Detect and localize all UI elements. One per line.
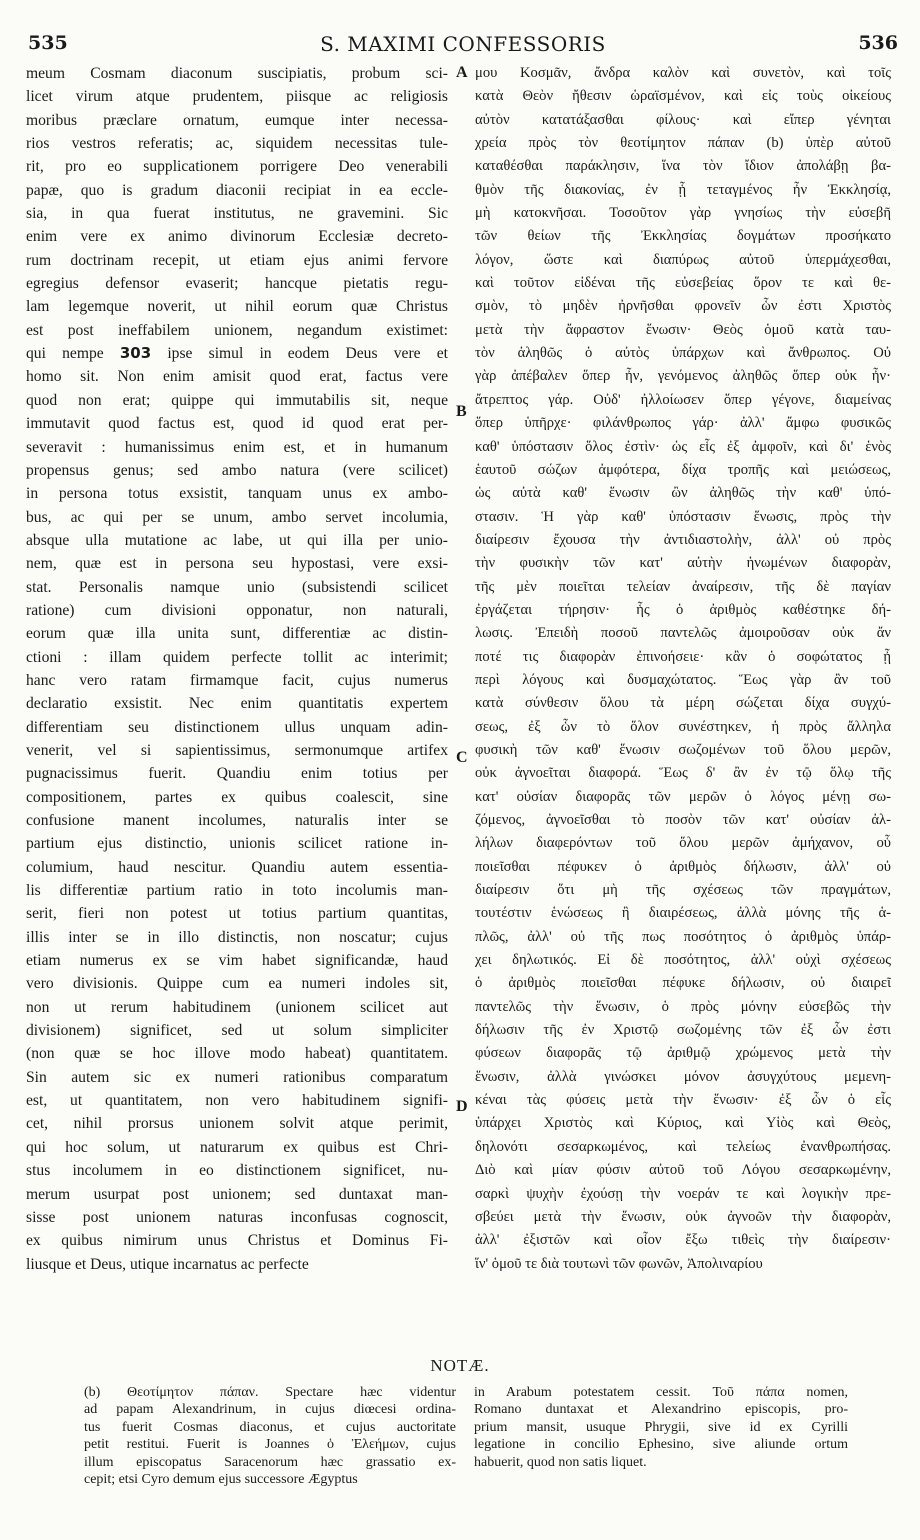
greek-text-line: στασιν. Ἡ γὰρ καθ' ὑπόστασιν ἕνωσις, πρὸς τὴν <box>475 508 891 525</box>
greek-text-line: ἵν' ὁμοῦ τε διὰ τουτωνὶ τῶν φωνῶν, Ἀπολιναρίου <box>475 1255 763 1272</box>
note-text-line: habuerit, quod non satis liquet. <box>474 1454 647 1470</box>
latin-text-line: egregius defensor evaserit; hancque pietatis regu- <box>26 275 448 293</box>
latin-text-line: rum doctrinam recepit, ut etiam ejus animi fervore <box>26 251 448 269</box>
latin-text-line: rios vestros referatis; ac, siquidem necessitas tule- <box>26 135 448 153</box>
latin-text-line: licet virum atque prudentem, piisque ac religiosis <box>26 88 448 106</box>
greek-text-line: μου Κοσμᾶν, ἄνδρα καλὸν καὶ συνετὸν, καὶ τοῖς <box>475 65 891 81</box>
latin-text-line: vero divisionis. Quippe cum ea numeri indoles sit, <box>26 975 448 993</box>
greek-text-line: αὐτὸν κατατάξασθαι φίλους· καὶ εἴπερ γένηται <box>475 111 891 128</box>
greek-text-line: ὡς αὐτὰ καθ' ἕνωσιν ὢν ἀληθῶς τὴν καθ' ὑπό- <box>475 485 891 502</box>
margin-marker-b: B <box>456 403 467 420</box>
latin-text-line: rit, pro eo supplicationem porrigere Deo venerabili <box>26 158 448 176</box>
page-header <box>28 32 898 60</box>
notes-title: NOTÆ. <box>430 1356 490 1375</box>
latin-text-line: homo sit. Non enim amisit quod erat, factus vere <box>26 368 448 386</box>
running-title: S. MAXIMI CONFESSORIS <box>320 32 606 56</box>
greek-text-line: πλῶς, ἀλλ' οὐ τῆς πως ποσότητος ὁ ἀριθμὸς ὑπάρ- <box>475 928 891 945</box>
greek-text-line: σαρκὶ ψυχὴν ἐχούσῃ τὴν νοεράν τε καὶ λογικὴν πρε- <box>475 1185 891 1202</box>
latin-text-line: eorum quæ illa unita sunt, differentiæ ac distin- <box>26 625 448 643</box>
greek-text-line: διαίρεσιν ἔχουσα τὴν ἀντιδιαστολὴν, ἀλλ' οὐ πρὸς <box>475 531 891 548</box>
latin-text-line: cet, nihil prorsus unionem solvit atque perimit, <box>26 1115 448 1133</box>
greek-text-line: διαίρεσιν ὅτι μὴ τῆς σχέσεως τῶν πραγμάτων, <box>475 882 891 899</box>
latin-text-line: merum usurpat post unionem; sed duntaxat man- <box>26 1185 448 1203</box>
latin-text-line: (non quæ se hoc illove modo habeat) quantitatem. <box>26 1045 448 1063</box>
note-text-line: in Arabum potestatem cessit. Τοῦ πάπα nomen, <box>474 1385 848 1400</box>
greek-text-line: σμὸν, τὸ μηδὲν ἠρνῆσθαι φρονεῖν ὧν ἐστι Χριστὸς <box>475 298 891 315</box>
greek-text-line: καθ' ὑπόστασιν ὅλος ἐστὶν· ὡς εἷς ἐξ ἀμφοῖν, καὶ δι' ἑνὸς <box>475 438 891 455</box>
margin-marker-a: A <box>456 64 468 81</box>
latin-text-line: severavit : humanissimus enim est, et in humanum <box>26 438 448 456</box>
note-text-line: illum episcopatus Saracenorum hæc grassatio ex- <box>84 1454 456 1470</box>
greek-text-line: ποτέ τις διαφορὰν ἐπινοήσειε· κἂν ὁ σοφώτατος ᾖ <box>475 648 891 665</box>
greek-text-line: κατὰ Θεὸν ἤθεσιν ὡραϊσμένον, καὶ εἰς τοὺς οἰκείους <box>475 88 891 105</box>
greek-text-line: λήλων διαφερόντων τοῦ ὅλου μερῶν ἀμήχανον, οὗ <box>475 835 891 852</box>
margin-marker-d: D <box>456 1098 468 1115</box>
latin-text-line: pugnacissimus fuerit. Quandiu enim totius per <box>26 765 448 783</box>
greek-text-line: σβεύει μετὰ τὴν ἕνωσιν, οὐκ ἀγνοῶν τὴν διαφορὰν, <box>475 1208 891 1225</box>
margin-marker-c: C <box>456 749 468 766</box>
latin-text-line: absque ulla mutatione ac labe, ut qui illa per unio- <box>26 531 448 549</box>
greek-text-line: κατὰ σύνθεσιν ὅλου τὰ μέρη σώζεται δίχα συγχύ- <box>475 695 891 712</box>
latin-text-line: quod non erat; quippe qui immutabilis sit, neque <box>26 391 448 409</box>
latin-text-line: bus, ac qui per se unum, ambo servet incolumia, <box>26 508 448 526</box>
greek-text-line: ἑαυτοῦ σώζων ἀμφότερα, δίχα τροπῆς καὶ μειώσεως, <box>475 461 891 478</box>
latin-text-line: non ut rerum habitudinem (unionem scilicet aut <box>26 998 448 1016</box>
latin-text-line: qui nempe 303 ipse simul in eodem Deus vere et <box>26 344 448 363</box>
latin-text-line: papæ, quo is gradum diaconii recipiat in ea eccle- <box>26 181 448 199</box>
greek-text-line: καὶ τοῦτον εἰδέναι τῆς εὐσεβείας ὅρον τε καὶ θε- <box>475 275 891 292</box>
migne-column-number: 303 <box>119 344 152 363</box>
latin-text-line: divisionem) significet, sed ut solum simpliciter <box>26 1022 448 1040</box>
latin-text-line: enim vere ex animo divinorum Ecclesiæ decreto- <box>26 228 448 246</box>
greek-text-line: σεως, ἐξ ὧν τὸ ὅλον συνέστηκεν, ἡ πρὸς ἄλληλα <box>475 718 891 735</box>
latin-text-line: sisse post unionem naturas inconfusas cognoscit, <box>26 1208 448 1226</box>
latin-text-line: differentiam seu distinctionem ullus unquam adin- <box>26 718 448 736</box>
greek-text-line: ὑπάρχει Χριστὸς καὶ Κύριος, καὶ Υἱὸς καὶ Θεὸς, <box>475 1115 891 1132</box>
right-page-number: 536 <box>858 32 898 54</box>
greek-text-line: τὸν ἀληθῶς ὁ αὐτὸς ὑπάρχων καὶ ἄνθρωπος. Οὐ <box>475 345 891 362</box>
latin-text-line: nem, quæ est in persona seu hypostasi, vere exsi- <box>26 555 448 573</box>
latin-text-line: etiam numerus ex se vim habet significandæ, haud <box>26 952 448 970</box>
note-text-line: Romano duntaxat et Alexandrino episcopis, pro- <box>474 1402 848 1418</box>
greek-text-line: κατ' οὐσίαν διαφορᾶς τῶν μερῶν ὁ λόγος μένῃ σω- <box>475 788 891 805</box>
latin-text-line: compositionem, partes ex quibus coalescit, sine <box>26 788 448 806</box>
greek-text-line: τουτέστιν ἑνώσεως ἢ διαιρέσεως, ἀλλὰ μόνης τῆς ἁ- <box>475 905 891 922</box>
latin-text-line: ex quibus nimirum unus Christus et Dominus Fi- <box>26 1232 448 1250</box>
greek-text-line: γὰρ ἀπέβαλεν ὅπερ ἦν, γενόμενος ἀληθῶς ὅπερ οὐκ ἦν· <box>475 368 891 385</box>
notes-right-column <box>474 1384 848 1524</box>
greek-text-line: χει δηλωτικός. Εἰ δὲ ποσότητος, ἀλλ' οὐχὶ σχέσεως <box>475 952 891 969</box>
greek-text-line: φυσικὴ τῶν καθ' ἕνωσιν σωζομένων τοῦ ὅλου μερῶν, <box>475 741 891 758</box>
greek-text-line: δηλονότι σεσαρκωμένος, καὶ τελείως ἐνανθρωπήσας. <box>475 1138 891 1155</box>
latin-text-line: propensus genus; sed ambo natura (vere scilicet) <box>26 461 448 479</box>
greek-text-line: τὴν φυσικὴν τῶν κατ' αὐτὴν ἡνωμένων διαφορὰν, <box>475 555 891 572</box>
latin-text-line: serit, fieri non potest ut totius partium quantitas, <box>26 905 448 923</box>
latin-text-line: hanc vero ratam firmamque facit, cujus numerus <box>26 671 448 689</box>
greek-text-line: Διὸ καὶ μίαν φύσιν αὐτοῦ τοῦ Λόγου σεσαρκωμένην, <box>475 1162 891 1179</box>
latin-text-line: est, ut quantitatem, non vero habitudinem signifi- <box>26 1092 448 1110</box>
notes-left-column <box>84 1384 456 1524</box>
greek-text-line: οὐκ ἀγνοεῖται διαφορά. Ἕως δ' ἂν ἐν τῷ ὅλῳ τῆς <box>475 765 891 782</box>
greek-text-line: χρεία πρὸς τὸν θεοτίμητον πάπαν (b) ὑπὲρ αὐτοῦ <box>475 135 891 152</box>
latin-text-line: liusque et Deus, utique incarnatus ac perfecte <box>26 1255 309 1273</box>
note-text-line: (b) Θεοτίμητον πάπαν. Spectare hæc videntur <box>84 1385 456 1400</box>
greek-text-line: ὅπερ ὑπῆρχε· φιλάνθρωπος γάρ· ἀλλ' ἄμφω φυσικῶς <box>475 415 891 432</box>
latin-text-line: ctioni : illam quidem perfecte tollit ac interimit; <box>26 648 448 666</box>
latin-text-line: ratione) cum divisioni opponatur, non naturali, <box>26 601 448 619</box>
greek-text-line: μετὰ τὴν ἄφραστον ἕνωσιν· Θεὸς ὁμοῦ κατὰ ταυ- <box>475 321 891 338</box>
greek-text-line: ποιεῖσθαι πέφυκεν ὁ ἀριθμὸς δήλωσιν, ἀλλ' οὐ <box>475 858 891 875</box>
latin-text-line: lam legemque noverit, ut nihil eorum quæ Christus <box>26 298 448 316</box>
greek-text-line: δήλωσιν τῆς ἐν Χριστῷ σωζομένης τῶν ἐξ ὧν ἐστι <box>475 1022 891 1039</box>
greek-text-line: ὁ ἀριθμὸς ποιεῖσθαι πέφυκε δήλωσιν, οὐ διαιρεῖ <box>475 975 891 992</box>
greek-text-line: λωσις. Ἐπειδὴ ποσοῦ παντελῶς ἀμοιροῦσαν οὐκ ἄν <box>475 625 891 642</box>
latin-text-line: declaratio exsistit. Nec enim quantitatis expertem <box>26 695 448 713</box>
latin-text-line: partium ejus distinctio, unionis scilicet ratione in- <box>26 835 448 853</box>
latin-text-line: illis inter se in illo distinctis, non noscatur; cujus <box>26 928 448 946</box>
greek-text-line: μὴ κατοκνῆσαι. Τοσοῦτον γὰρ γνησίως τὴν εὐσεβῆ <box>475 205 891 222</box>
greek-text-line: κέναι τὰς φύσεις μετὰ τὴν ἕνωσιν· ἐξ ὧν ὁ εἷς <box>475 1092 891 1109</box>
latin-text-line: est post ineffabilem unionem, negandum existimet: <box>26 321 448 339</box>
greek-text-line: ἕνωσιν, ἀλλὰ γινώσκει μόνον ἀσυγχύτους μεμενη- <box>475 1068 891 1085</box>
greek-text-line: παντελῶς τὴν ἕνωσιν, ὁ πρὸς μόνην εὐσεβῶς τὴν <box>475 998 891 1015</box>
latin-text-line: confusione manent incolumes, naturalis inter se <box>26 812 448 829</box>
latin-text-line: immutavit quod factus est, quod id quod erat per- <box>26 415 448 433</box>
greek-text-line: ἄτρεπτος γάρ. Οὐδ' ἠλλοίωσεν ὅπερ γέγονε, διαμείνας <box>475 391 891 408</box>
greek-text-line: ἐργάζεται τήρησιν· ἧς ὁ ἀριθμὸς καθέστηκε δή- <box>475 601 891 618</box>
note-text-line: tus fuerit Cosmas diaconus, et cujus auctoritate <box>84 1419 456 1435</box>
latin-text-line: venerit, vel si sapientissimus, sermonumque artifex <box>26 741 448 759</box>
latin-text-line: columium, haud nescitur. Quandiu autem essentia- <box>26 858 448 876</box>
latin-text-line: lis differentiæ partium ratio in toto incolumis man- <box>26 882 448 900</box>
greek-text-line: ἀλλ' ἐξιστῶν καὶ οἷον ἔξω τιθεὶς τὴν διαίρεσιν· <box>475 1232 891 1249</box>
latin-text-line: moribus præclare ornatum, eumque inter necessa- <box>26 111 448 129</box>
left-page-number: 535 <box>28 32 68 54</box>
greek-text-line: περὶ λόγους καὶ δυσμαχώτατος. Ἕως γὰρ ἂν τοῦ <box>475 671 891 688</box>
latin-text-line: qui hoc solum, ut naturarum ex quibus est Chri- <box>26 1138 448 1156</box>
note-text-line: petit restitui. Fuerit is Joannes ὁ Ἐλεήμων, cujus <box>84 1437 456 1453</box>
note-text-line: prium mansit, usuque Phrygii, sive id ex Cyrilli <box>474 1419 848 1435</box>
greek-text-line: καταθέσθαι παράκλησιν, ἵνα τὸν ἴδιον ἀπολάβῃ βα- <box>475 158 891 175</box>
latin-text-line: in persona totus exsistit, tanquam unus ex ambo- <box>26 485 448 503</box>
latin-text-line: Sin autem sic ex numeri rationibus comparatum <box>26 1068 448 1086</box>
greek-text-line: ζόμενος, ἀγνοεῖσθαι τὸ ποσὸν τῶν κατ' οὐσίαν ἀλ- <box>475 812 891 828</box>
latin-text-line: meum Cosmam diaconum suscipiatis, probum sci- <box>26 65 448 82</box>
greek-text-line: φύσεων διαφορᾶς τῷ ἀριθμῷ χρώμενος μετὰ τὴν <box>475 1045 891 1062</box>
latin-text-line: stat. Personalis namque unio (subsistendi scilicet <box>26 578 448 596</box>
latin-column <box>26 62 448 1332</box>
note-text-line: ad papam Alexandrinum, in cujus diœcesi ordina- <box>84 1402 456 1418</box>
greek-text-line: λόγον, ὥστε καὶ διαπύρως αὐτοῦ ὑπερμάχεσθαι, <box>475 251 891 268</box>
greek-text-line: τῆς μὲν ποιεῖται τελείαν ἀναίρεσιν, τῆς δὲ παγίαν <box>475 578 891 595</box>
latin-text-line: sia, in qua fuerat institutus, ne gravemini. Sic <box>26 205 448 223</box>
greek-text-line: τῶν θείων τῆς Ἐκκλησίας δογμάτων προσήκατο <box>475 228 891 245</box>
latin-text-line: stus incolumem in eo distinctionem significet, nu- <box>26 1162 448 1180</box>
note-text-line: legatione in concilio Ephesino, sive aliunde ortum <box>474 1437 848 1453</box>
greek-text-line: θμὸν τῆς διακονίας, ἐν ᾗ τεταγμένος ἦν Ἐκκλησίᾳ, <box>475 181 891 198</box>
greek-column <box>475 62 891 1332</box>
note-text-line: cepit; etsi Cyro demum ejus successore Ægyptus <box>84 1472 358 1488</box>
